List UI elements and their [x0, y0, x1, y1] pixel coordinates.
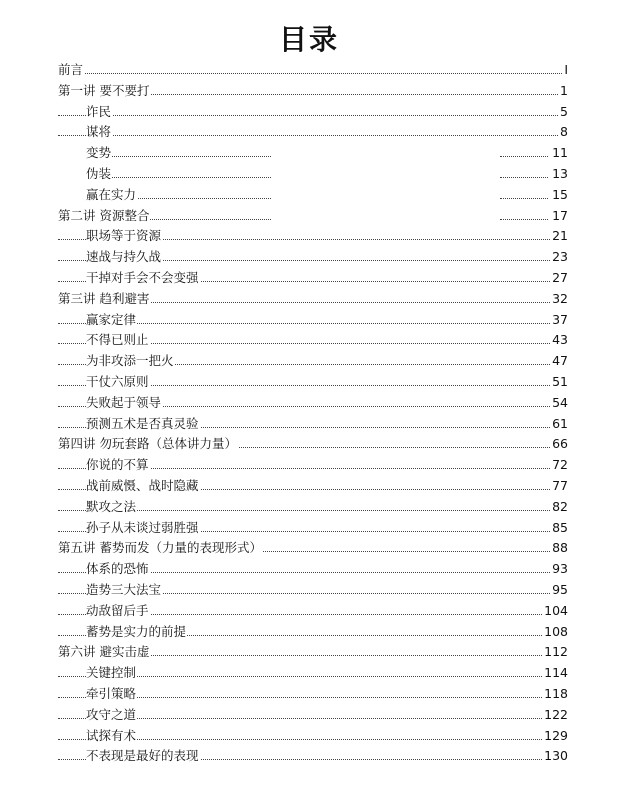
toc-entry-section[interactable]	[58, 185, 568, 206]
toc-entry-section[interactable]	[58, 268, 568, 289]
toc-entry-section[interactable]	[58, 372, 568, 393]
toc-entry-label: 赢家定律	[86, 310, 137, 331]
toc-entry-chapter[interactable]	[58, 81, 568, 102]
toc-entry-chapter[interactable]	[58, 206, 568, 227]
toc-entry-label: 孙子从未谈过弱胜强	[86, 518, 200, 539]
dot-leader	[86, 156, 271, 157]
toc-entry-section[interactable]	[58, 518, 568, 539]
toc-entry-label: 默攻之法	[86, 497, 137, 518]
toc-entry-label: 第五讲 蓄势而发（力量的表现形式）	[58, 538, 263, 559]
toc-entry-page: 32	[550, 289, 568, 310]
toc-entry-page: 1	[558, 81, 568, 102]
toc-entry-section[interactable]	[58, 414, 568, 435]
toc-entry-label: 蓄势是实力的前提	[86, 622, 187, 643]
toc-entry-label: 第六讲 避实击虚	[58, 642, 150, 663]
toc-entry-page: 37	[550, 310, 568, 331]
toc-entry-section[interactable]	[58, 580, 568, 601]
toc-entry-page: 112	[542, 642, 568, 663]
toc-entry-section[interactable]	[58, 393, 568, 414]
toc-entry-page: 104	[542, 601, 568, 622]
toc-entry-label: 速战与持久战	[86, 247, 162, 268]
toc-entry-label: 职场等于资源	[86, 226, 162, 247]
toc-entry-section[interactable]	[58, 226, 568, 247]
toc-entry-page: 77	[550, 476, 568, 497]
toc-entry-chapter[interactable]	[58, 642, 568, 663]
toc-entry-page: 8	[558, 122, 568, 143]
toc-entry-page: 61	[550, 414, 568, 435]
toc-entry-label: 伪装	[86, 164, 112, 185]
toc-entry-page: 95	[550, 580, 568, 601]
toc-entry-page: 15	[550, 185, 568, 206]
toc-entry-chapter[interactable]	[58, 434, 568, 455]
toc-entry-section[interactable]	[58, 247, 568, 268]
toc-entry-label: 牵引策略	[86, 684, 137, 705]
toc-entry-label: 第四讲 勿玩套路（总体讲力量）	[58, 434, 238, 455]
toc-entry-page: 27	[550, 268, 568, 289]
toc-entry-label: 第二讲 资源整合	[58, 206, 150, 227]
toc-entry-page: 129	[542, 726, 568, 747]
toc-entry-page: 51	[550, 372, 568, 393]
toc-entry-page: 118	[542, 684, 568, 705]
toc-entry-section[interactable]	[58, 622, 568, 643]
toc-entry-section[interactable]	[58, 102, 568, 123]
toc-entry-page: 23	[550, 247, 568, 268]
toc-entry-page: 11	[550, 143, 568, 164]
toc-entry-label: 干掉对手会不会变强	[86, 268, 200, 289]
toc-entry-section[interactable]	[58, 746, 568, 767]
dot-leader	[500, 198, 548, 199]
dot-leader	[500, 177, 548, 178]
toc-entry-chapter[interactable]	[58, 538, 568, 559]
toc-entry-label: 前言	[58, 60, 84, 81]
toc-entry-page: 122	[542, 705, 568, 726]
toc-entry-page: 47	[550, 351, 568, 372]
toc-entry-label: 谋将	[86, 122, 112, 143]
toc-entry-label: 体系的恐怖	[86, 559, 150, 580]
toc-entry-page: 114	[542, 663, 568, 684]
toc-entry-label: 不得已则止	[86, 330, 150, 351]
toc-entry-label: 动敌留后手	[86, 601, 150, 622]
toc-entry-preface[interactable]	[58, 60, 568, 81]
toc-entry-page: 21	[550, 226, 568, 247]
dot-leader	[500, 156, 548, 157]
toc-entry-label: 为非攻添一把火	[86, 351, 175, 372]
toc-entry-section[interactable]	[58, 601, 568, 622]
toc-entry-section[interactable]	[58, 143, 568, 164]
toc-entry-section[interactable]	[58, 455, 568, 476]
toc-entry-chapter[interactable]	[58, 289, 568, 310]
toc-entry-page: I	[562, 60, 568, 81]
toc-entry-label: 干仗六原则	[86, 372, 150, 393]
toc-entry-section[interactable]	[58, 726, 568, 747]
toc-entry-page: 130	[542, 746, 568, 767]
toc-entry-section[interactable]	[58, 559, 568, 580]
toc-entry-label: 预测五术是否真灵验	[86, 414, 200, 435]
toc-entry-page: 88	[550, 538, 568, 559]
toc-entry-page: 72	[550, 455, 568, 476]
toc-entry-page: 43	[550, 330, 568, 351]
toc-entry-page: 82	[550, 497, 568, 518]
toc-entry-section[interactable]	[58, 330, 568, 351]
toc-entry-section[interactable]	[58, 164, 568, 185]
toc-entry-label: 赢在实力	[86, 185, 137, 206]
toc-entry-section[interactable]	[58, 684, 568, 705]
dot-leader	[58, 115, 568, 116]
toc-entry-label: 第一讲 要不要打	[58, 81, 150, 102]
toc-entry-section[interactable]	[58, 476, 568, 497]
dot-leader	[58, 73, 568, 74]
toc-entry-label: 失败起于领导	[86, 393, 162, 414]
toc-entry-page: 108	[542, 622, 568, 643]
toc-entry-page: 54	[550, 393, 568, 414]
toc-entry-label: 造势三大法宝	[86, 580, 162, 601]
toc-entry-page: 66	[550, 434, 568, 455]
dot-leader	[500, 219, 548, 220]
page-title: 目录	[278, 23, 339, 56]
toc-entry-section[interactable]	[58, 351, 568, 372]
toc-entry-label: 诈民	[86, 102, 112, 123]
toc-entry-page: 17	[550, 206, 568, 227]
dot-leader	[86, 177, 271, 178]
toc-entry-label: 战前威慑、战时隐藏	[86, 476, 200, 497]
toc-entry-label: 关键控制	[86, 663, 137, 684]
toc-entry-label: 你说的不算	[86, 455, 150, 476]
toc-entry-label: 攻守之道	[86, 705, 137, 726]
toc-entry-label: 试探有术	[86, 726, 137, 747]
toc-entry-page: 93	[550, 559, 568, 580]
toc-entry-section[interactable]	[58, 663, 568, 684]
toc-entry-label: 不表现是最好的表现	[86, 746, 200, 767]
toc-entry-label: 变势	[86, 143, 112, 164]
toc-entry-page: 13	[550, 164, 568, 185]
toc-entry-label: 第三讲 趋利避害	[58, 289, 150, 310]
dot-leader	[58, 135, 568, 136]
toc-entry-page: 5	[558, 102, 568, 123]
toc-entry-section[interactable]	[58, 705, 568, 726]
table-of-contents	[58, 60, 568, 767]
toc-entry-section[interactable]	[58, 497, 568, 518]
toc-entry-page: 85	[550, 518, 568, 539]
toc-entry-section[interactable]	[58, 310, 568, 331]
toc-entry-section[interactable]	[58, 122, 568, 143]
